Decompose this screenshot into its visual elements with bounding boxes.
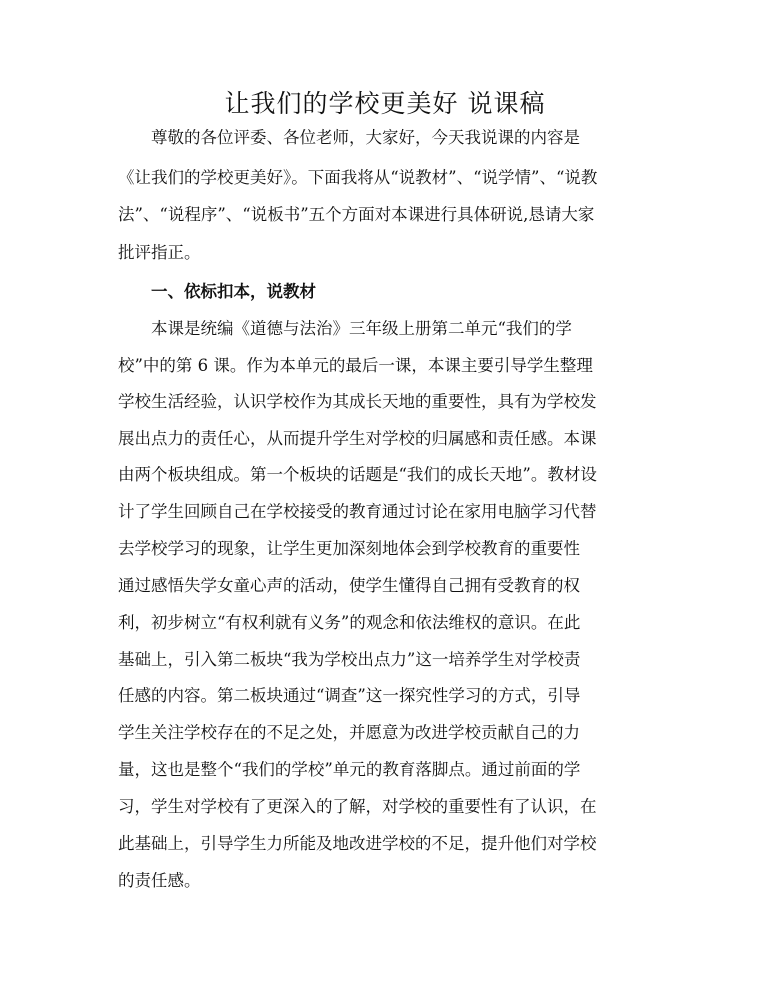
body-line: 任感的内容。第二板块通过“调查”这一探究性学习的方式，引导	[118, 686, 581, 705]
body-line: 由两个板块组成。第一个板块的话题是“我们的成长天地”。教材设	[118, 465, 597, 484]
intro-line: 批评指正。	[118, 243, 201, 262]
body-line: 展出点力的责任心，从而提升学生对学校的归属感和责任感。本课	[118, 429, 597, 448]
body-line: 利，初步树立“有权利就有义务”的观念和依法维权的意识。在此	[118, 613, 581, 632]
intro-line: 尊敬的各位评委、各位老师，大家好，今天我说课的内容是	[151, 128, 580, 147]
body-line: 本课是统编《道德与法治》三年级上册第二单元“我们的学	[151, 319, 572, 338]
body-line: 量，这也是整个“我们的学校”单元的教育落脚点。通过前面的学	[118, 760, 581, 779]
intro-line: 法”、“说程序”、“说板书”五个方面对本课进行具体研说,恳请大家	[118, 205, 595, 224]
body-line: 此基础上，引导学生力所能及地改进学校的不足，提升他们对学校	[118, 834, 597, 853]
body-line: 的责任感。	[118, 871, 201, 890]
body-line: 计了学生回顾自己在学校接受的教育通过讨论在家用电脑学习代替	[118, 502, 597, 521]
body-line: 学校生活经验，认识学校作为其成长天地的重要性，具有为学校发	[118, 392, 597, 411]
body-line: 通过感悟失学女童心声的活动，使学生懂得自己拥有受教育的权	[118, 576, 580, 595]
intro-line: 《让我们的学校更美好》。下面我将从“说教材”、“说学情”、“说教	[118, 168, 598, 187]
section-heading: 一、依标扣本，说教材	[151, 282, 316, 301]
body-line: 校”中的第 6 课。作为本单元的最后一课，本课主要引导学生整理	[118, 356, 593, 375]
body-line: 习，学生对学校有了更深入的了解，对学校的重要性有了认识，在	[118, 797, 597, 816]
body-line: 去学校学习的现象，让学生更加深刻地体会到学校教育的重要性	[118, 539, 580, 558]
body-line: 学生关注学校存在的不足之处，并愿意为改进学校贡献自己的力	[118, 723, 580, 742]
body-line: 基础上，引入第二板块“我为学校出点力”这一培养学生对学校责	[118, 650, 581, 669]
document-title: 让我们的学校更美好 说课稿	[224, 89, 546, 118]
